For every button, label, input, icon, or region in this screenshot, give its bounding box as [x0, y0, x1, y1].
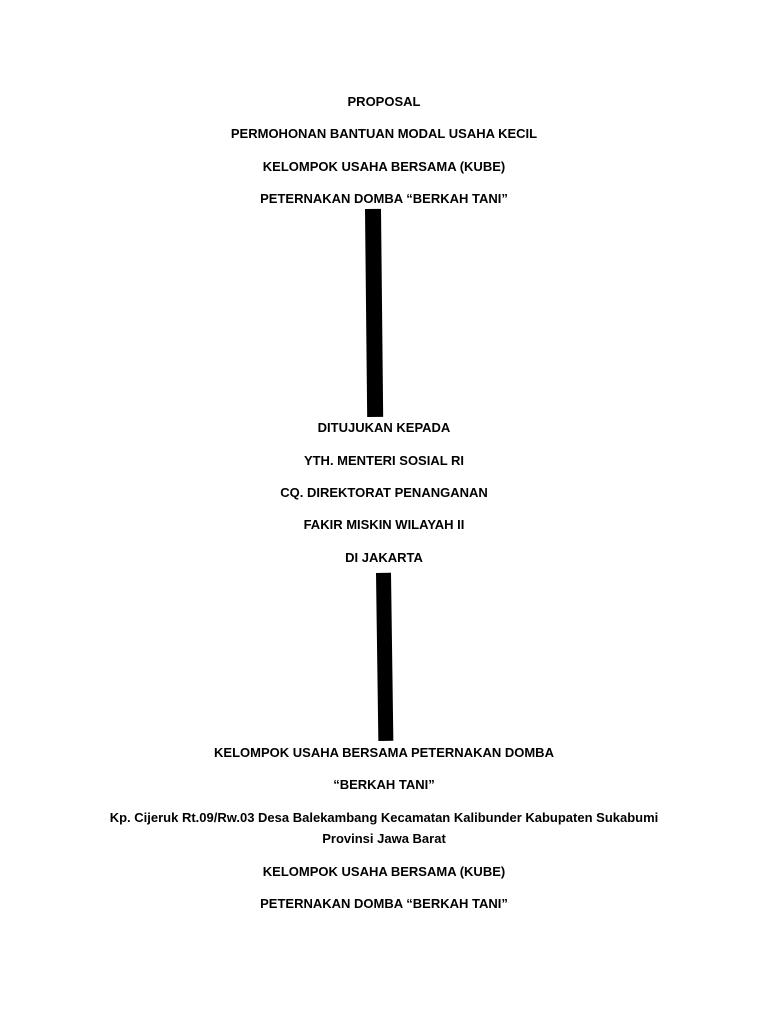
- sender-group-name: KELOMPOK USAHA BERSAMA PETERNAKAN DOMBA: [214, 745, 554, 760]
- sender-address: Kp. Cijeruk Rt.09/Rw.03 Desa Balekambang Kecamatan Kalibunder Kabupaten Sukabumi: [109, 810, 659, 825]
- group-name: KELOMPOK USAHA BERSAMA (KUBE): [262, 159, 506, 174]
- recipient-directorate: CQ. DIREKTORAT PENANGANAN: [280, 485, 488, 500]
- redaction-bar-upper: [365, 209, 383, 417]
- sender-province: Provinsi Jawa Barat: [322, 831, 446, 846]
- proposal-subject: PERMOHONAN BANTUAN MODAL USAHA KECIL: [230, 126, 538, 141]
- document-title: PROPOSAL: [347, 94, 421, 109]
- sender-business-footer: PETERNAKAN DOMBA “BERKAH TANI”: [260, 896, 508, 911]
- addressed-to-heading: DITUJUKAN KEPADA: [317, 420, 451, 435]
- recipient-city: DI JAKARTA: [345, 550, 423, 565]
- redaction-bar-lower: [376, 573, 393, 741]
- sender-group-type: KELOMPOK USAHA BERSAMA (KUBE): [262, 864, 506, 879]
- recipient-region: FAKIR MISKIN WILAYAH II: [303, 517, 465, 532]
- sender-business-name: “BERKAH TANI”: [333, 777, 435, 792]
- recipient-minister: YTH. MENTERI SOSIAL RI: [303, 453, 465, 468]
- business-name: PETERNAKAN DOMBA “BERKAH TANI”: [260, 191, 508, 206]
